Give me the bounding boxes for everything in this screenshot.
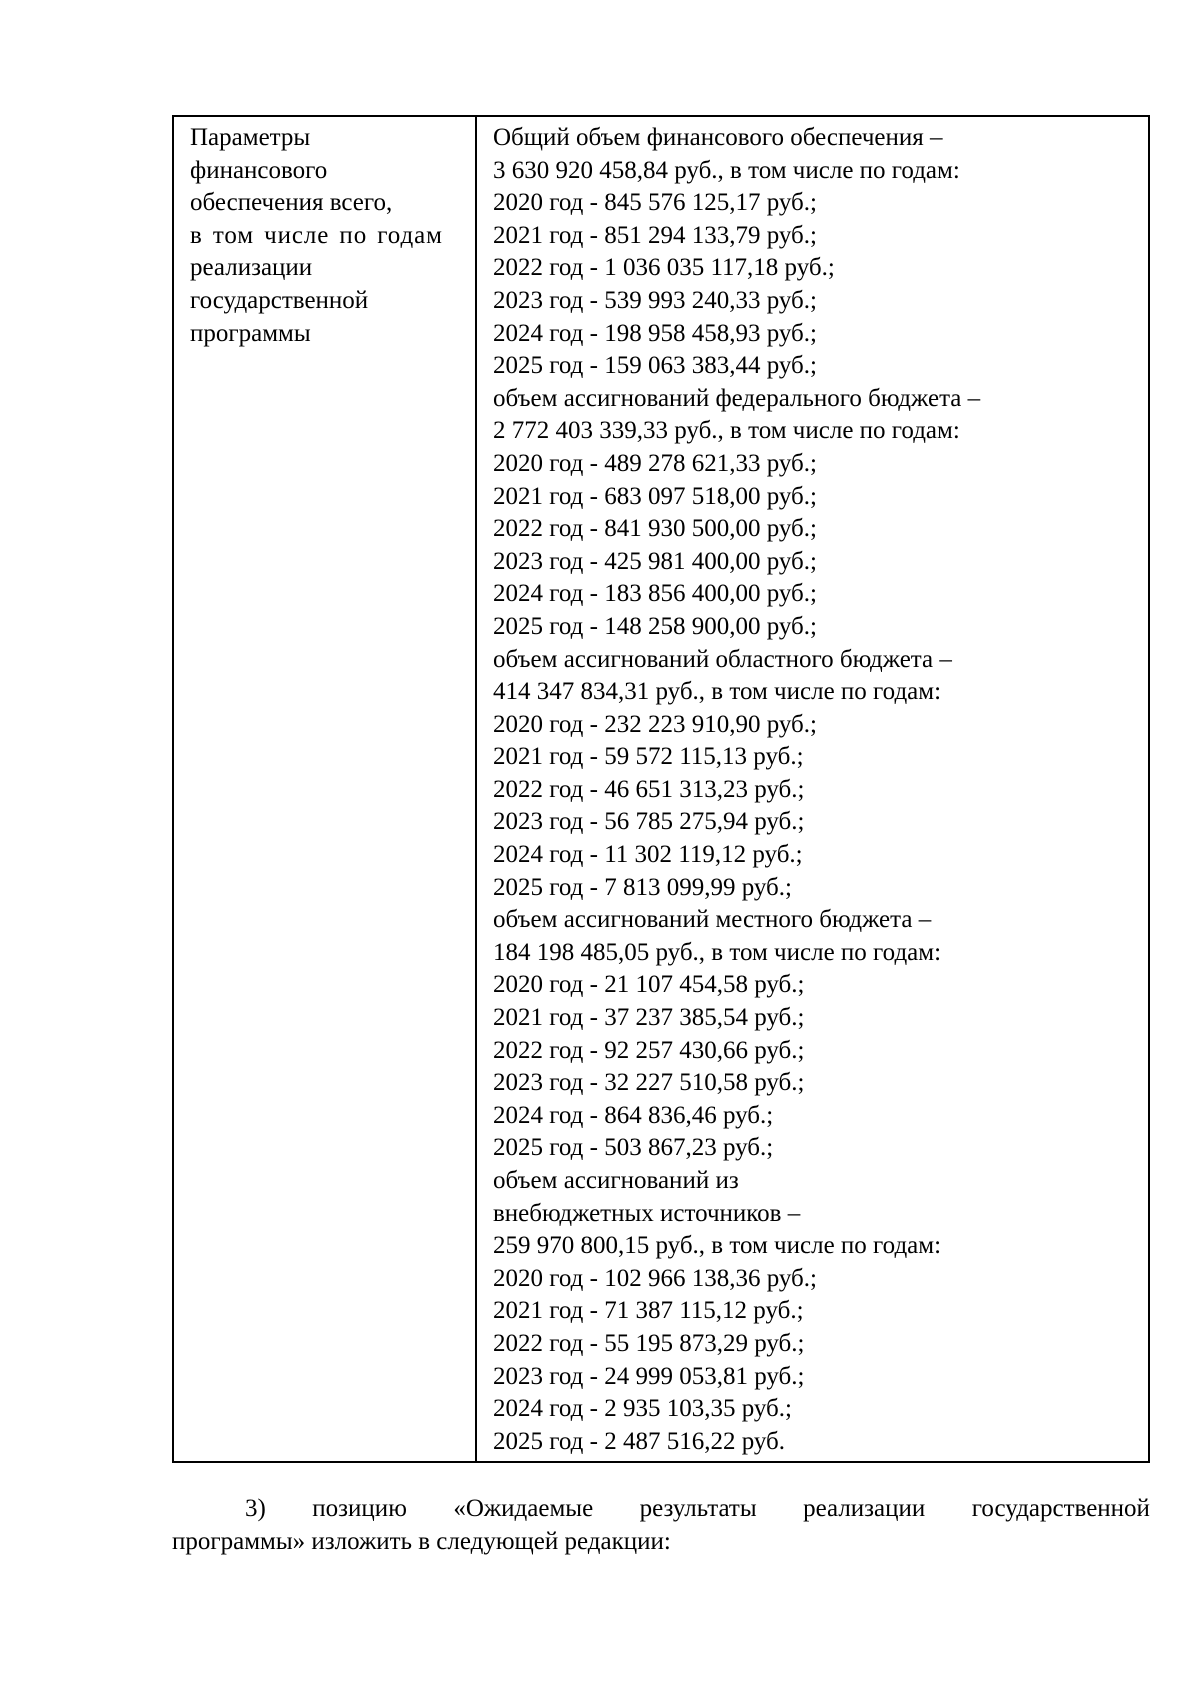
value-line: 2020 год - 21 107 454,58 руб.; <box>493 971 805 999</box>
value-line: 2 772 403 339,33 руб., в том числе по годам: <box>493 417 960 445</box>
paragraph-word: государственной <box>971 1495 1150 1522</box>
label-line: программы <box>190 319 311 347</box>
value-line: 2021 год - 59 572 115,13 руб.; <box>493 743 804 771</box>
value-line: 2021 год - 37 237 385,54 руб.; <box>493 1004 805 1032</box>
financing-parameters-table <box>172 115 1150 1463</box>
value-line: объем ассигнований из <box>493 1167 739 1194</box>
value-line: объем ассигнований областного бюджета – <box>493 645 952 673</box>
paragraph-word: позицию <box>312 1495 407 1522</box>
value-line: объем ассигнований федерального бюджета – <box>493 384 981 412</box>
paragraph-second-line: программы» изложить в следующей редакции: <box>172 1527 671 1555</box>
value-line: 2021 год - 71 387 115,12 руб.; <box>493 1297 804 1325</box>
value-line: 2025 год - 148 258 900,00 руб.; <box>493 612 817 640</box>
value-line: 184 198 485,05 руб., в том числе по годам: <box>493 938 942 966</box>
label-line: обеспечения всего, <box>190 189 393 217</box>
value-line: 2022 год - 841 930 500,00 руб.; <box>493 515 817 543</box>
label-line: реализации <box>190 254 313 282</box>
label-line: в том числе по годам <box>190 221 443 249</box>
value-line: 2024 год - 183 856 400,00 руб.; <box>493 580 817 608</box>
paragraph-word: «Ожидаемые <box>453 1495 594 1522</box>
value-line: 3 630 920 458,84 руб., в том числе по годам: <box>493 156 960 184</box>
value-line: 2024 год - 2 935 103,35 руб.; <box>493 1395 792 1423</box>
value-line: 2025 год - 2 487 516,22 руб. <box>493 1427 786 1455</box>
value-line: 2025 год - 159 063 383,44 руб.; <box>493 352 817 380</box>
paragraph-word: результаты <box>639 1495 757 1522</box>
value-line: Общий объем финансового обеспечения – <box>493 124 943 151</box>
value-line: 2022 год - 1 036 035 117,18 руб.; <box>493 254 835 282</box>
value-line: 2025 год - 7 813 099,99 руб.; <box>493 873 792 901</box>
value-line: 2024 год - 198 958 458,93 руб.; <box>493 319 817 347</box>
label-line: государственной <box>190 286 369 314</box>
value-line: 2020 год - 102 966 138,36 руб.; <box>493 1264 817 1292</box>
value-line: 2022 год - 55 195 873,29 руб.; <box>493 1329 805 1357</box>
paragraph-first-line <box>172 1493 1150 1526</box>
value-line: 2021 год - 851 294 133,79 руб.; <box>493 221 817 249</box>
value-line: 2021 год - 683 097 518,00 руб.; <box>493 482 817 510</box>
value-line: 2022 год - 92 257 430,66 руб.; <box>493 1036 805 1064</box>
value-line: 2020 год - 489 278 621,33 руб.; <box>493 449 817 477</box>
value-line: 2022 год - 46 651 313,23 руб.; <box>493 775 805 803</box>
value-line: 2024 год - 864 836,46 руб.; <box>493 1101 774 1129</box>
value-line: 2024 год - 11 302 119,12 руб.; <box>493 841 803 869</box>
amendment-paragraph <box>172 1493 1150 1558</box>
label-line: финансового <box>190 156 328 184</box>
value-line: 2023 год - 32 227 510,58 руб.; <box>493 1069 805 1097</box>
value-line: 2020 год - 845 576 125,17 руб.; <box>493 189 817 217</box>
value-line: 414 347 834,31 руб., в том числе по годам: <box>493 678 942 706</box>
value-line: 2023 год - 425 981 400,00 руб.; <box>493 547 817 575</box>
parameter-value-cell <box>476 116 1149 1462</box>
label-line: Параметры <box>190 124 311 151</box>
value-line: объем ассигнований местного бюджета – <box>493 906 932 934</box>
value-line: 2023 год - 56 785 275,94 руб.; <box>493 808 805 836</box>
value-line: 2023 год - 24 999 053,81 руб.; <box>493 1362 805 1390</box>
value-line: 259 970 800,15 руб., в том числе по годам: <box>493 1232 942 1260</box>
value-line: внебюджетных источников – <box>493 1199 801 1227</box>
table-row <box>173 116 1149 1462</box>
value-line: 2025 год - 503 867,23 руб.; <box>493 1134 774 1162</box>
paragraph-word: реализации <box>803 1495 926 1522</box>
parameter-label-cell <box>173 116 476 1462</box>
value-line: 2023 год - 539 993 240,33 руб.; <box>493 286 817 314</box>
paragraph-word: 3) <box>245 1495 266 1522</box>
value-line: 2020 год - 232 223 910,90 руб.; <box>493 710 817 738</box>
